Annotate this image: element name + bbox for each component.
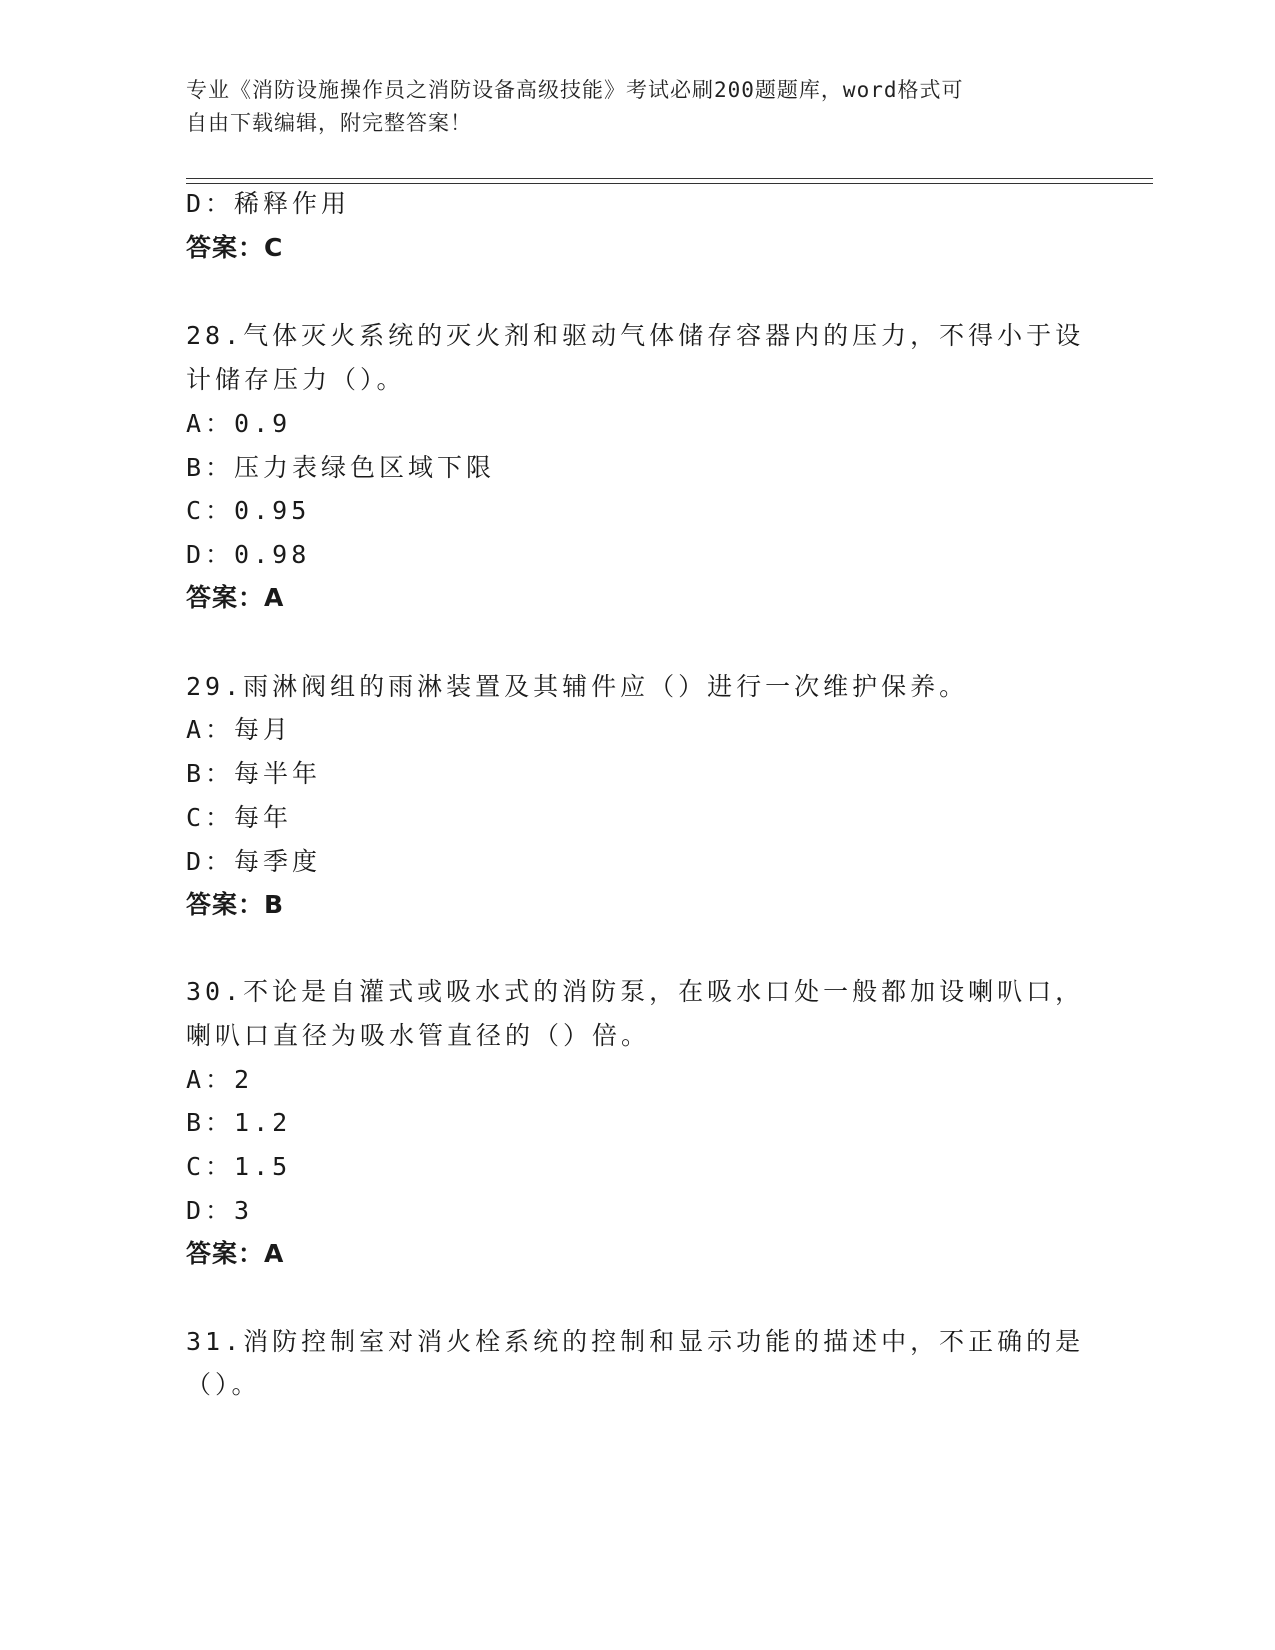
header-line-1: 专业《消防设施操作员之消防设备高级技能》考试必刷200题题库，word格式可 [186,78,964,102]
q27-answer: 答案：C [186,233,284,262]
header-line-2: 自由下载编辑，附完整答案！ [186,111,472,135]
q30-option-d: D：3 [186,1196,254,1225]
q29-option-c: C：每年 [186,803,293,832]
q30-stem-line-1: 30.不论是自灌式或吸水式的消防泵，在吸水口处一般都加设喇叭口， [186,977,1085,1006]
q30-answer: 答案：A [186,1239,285,1268]
q28-option-d: D：0.98 [186,540,311,569]
header-rule-bottom [186,183,1153,184]
q30-option-c: C：1.5 [186,1152,292,1181]
q27-option-d: D：稀释作用 [186,189,351,218]
q30-option-a: A：2 [186,1065,254,1094]
q31-stem-line-2: （）。 [186,1370,261,1399]
q28-answer: 答案：A [186,583,285,612]
q29-stem-line-1: 29.雨淋阀组的雨淋装置及其辅件应（）进行一次维护保养。 [186,672,969,701]
q29-option-d: D：每季度 [186,847,322,876]
q30-stem-line-2: 喇叭口直径为吸水管直径的（）倍。 [186,1021,651,1050]
q30-option-b: B：1.2 [186,1108,292,1137]
q29-answer: 答案：B [186,890,285,919]
header-rule-top [186,178,1153,179]
q29-option-a: A：每月 [186,715,293,744]
q28-option-c: C：0.95 [186,496,311,525]
q28-option-b: B：压力表绿色区域下限 [186,453,496,482]
q28-stem-line-2: 计储存压力（）。 [186,365,406,394]
q28-stem-line-1: 28.气体灭火系统的灭火剂和驱动气体储存容器内的压力，不得小于设 [186,321,1085,350]
q31-stem-line-1: 31.消防控制室对消火栓系统的控制和显示功能的描述中，不正确的是 [186,1327,1085,1356]
q28-option-a: A：0.9 [186,409,292,438]
q29-option-b: B：每半年 [186,759,322,788]
document-header [186,74,1066,140]
